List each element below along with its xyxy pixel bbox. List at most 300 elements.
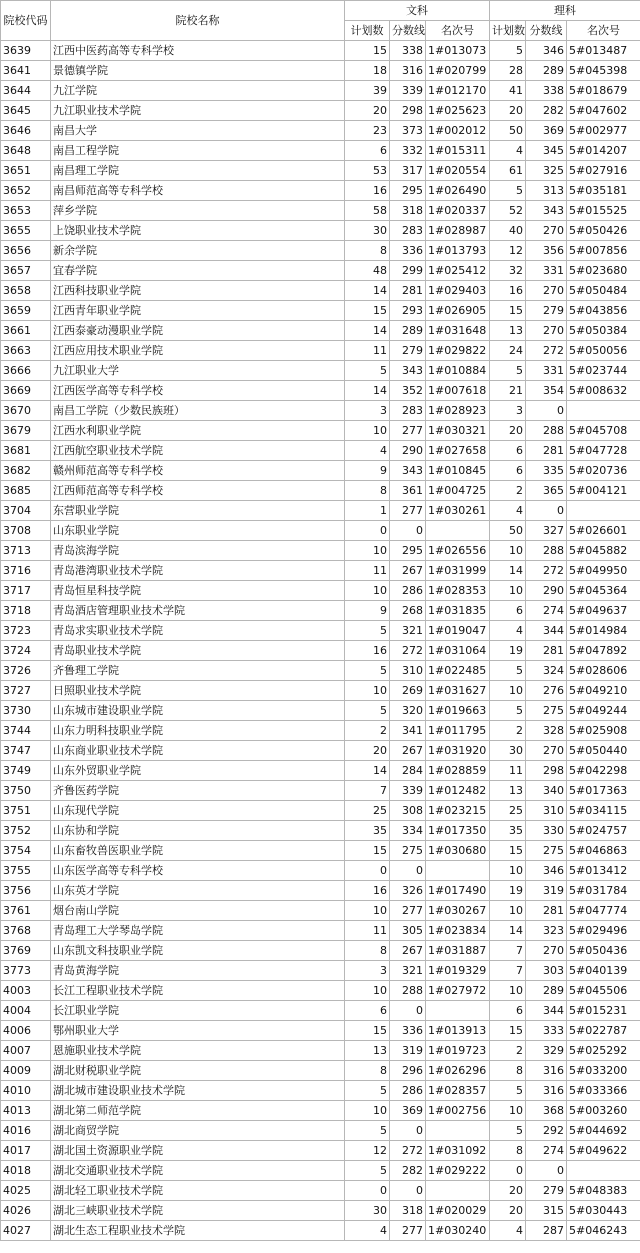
cell-like-rank: 5#013412 <box>567 861 640 881</box>
cell-wenke-rank: 1#019723 <box>426 1041 490 1061</box>
col-header-wenke-score: 分数线 <box>390 21 426 41</box>
cell-name: 青岛酒店管理职业技术学院 <box>51 601 345 621</box>
cell-wenke-rank: 1#010845 <box>426 461 490 481</box>
table-row <box>1 341 640 361</box>
cell-like-rank: 5#043856 <box>567 301 640 321</box>
cell-code: 3716 <box>1 561 51 581</box>
cell-code: 3655 <box>1 221 51 241</box>
cell-code: 3773 <box>1 961 51 981</box>
cell-wenke-plan: 0 <box>345 1181 390 1201</box>
cell-like-rank: 5#024757 <box>567 821 640 841</box>
cell-like-rank: 5#031784 <box>567 881 640 901</box>
table-row <box>1 101 640 121</box>
cell-wenke-rank: 1#030261 <box>426 501 490 521</box>
cell-wenke-score: 272 <box>390 1141 426 1161</box>
cell-code: 3730 <box>1 701 51 721</box>
cell-wenke-plan: 20 <box>345 101 390 121</box>
cell-like-plan: 4 <box>490 141 526 161</box>
cell-wenke-rank: 1#026296 <box>426 1061 490 1081</box>
cell-name: 宜春学院 <box>51 261 345 281</box>
cell-wenke-rank: 1#004725 <box>426 481 490 501</box>
cell-wenke-rank: 1#028923 <box>426 401 490 421</box>
table-row <box>1 801 640 821</box>
table-row <box>1 901 640 921</box>
cell-like-score: 356 <box>526 241 567 261</box>
cell-name: 青岛理工大学琴岛学院 <box>51 921 345 941</box>
cell-like-plan: 5 <box>490 181 526 201</box>
header-row-1 <box>1 1 640 21</box>
cell-name: 山东力明科技职业学院 <box>51 721 345 741</box>
table-row <box>1 861 640 881</box>
cell-code: 4010 <box>1 1081 51 1101</box>
cell-wenke-plan: 15 <box>345 1021 390 1041</box>
cell-code: 3644 <box>1 81 51 101</box>
cell-like-score: 298 <box>526 761 567 781</box>
cell-like-plan: 35 <box>490 821 526 841</box>
cell-wenke-rank: 1#026556 <box>426 541 490 561</box>
cell-wenke-score: 338 <box>390 41 426 61</box>
cell-like-score: 282 <box>526 101 567 121</box>
cell-like-plan: 30 <box>490 741 526 761</box>
cell-like-plan: 20 <box>490 421 526 441</box>
cell-wenke-score: 373 <box>390 121 426 141</box>
cell-like-rank: 5#029496 <box>567 921 640 941</box>
cell-wenke-rank: 1#028859 <box>426 761 490 781</box>
cell-wenke-score: 295 <box>390 541 426 561</box>
cell-code: 3744 <box>1 721 51 741</box>
cell-wenke-plan: 5 <box>345 1081 390 1101</box>
cell-name: 九江职业大学 <box>51 361 345 381</box>
cell-like-score: 340 <box>526 781 567 801</box>
cell-like-rank: 5#028606 <box>567 661 640 681</box>
cell-like-score: 329 <box>526 1041 567 1061</box>
cell-name: 南昌工学院（少数民族班） <box>51 401 345 421</box>
table-row <box>1 1141 640 1161</box>
cell-wenke-plan: 16 <box>345 181 390 201</box>
cell-like-rank: 5#022787 <box>567 1021 640 1041</box>
cell-like-plan: 6 <box>490 461 526 481</box>
cell-like-score: 290 <box>526 581 567 601</box>
cell-name: 湖北商贸学院 <box>51 1121 345 1141</box>
cell-name: 新余学院 <box>51 241 345 261</box>
cell-wenke-plan: 18 <box>345 61 390 81</box>
cell-like-plan: 4 <box>490 1221 526 1241</box>
table-row <box>1 81 640 101</box>
cell-name: 长江职业学院 <box>51 1001 345 1021</box>
cell-like-plan: 2 <box>490 1041 526 1061</box>
table-row <box>1 741 640 761</box>
cell-like-score: 281 <box>526 901 567 921</box>
cell-wenke-rank: 1#031648 <box>426 321 490 341</box>
cell-wenke-score: 339 <box>390 781 426 801</box>
cell-wenke-plan: 5 <box>345 661 390 681</box>
cell-wenke-rank: 1#013793 <box>426 241 490 261</box>
cell-wenke-score: 339 <box>390 81 426 101</box>
cell-like-score: 274 <box>526 1141 567 1161</box>
cell-wenke-rank: 1#023215 <box>426 801 490 821</box>
cell-like-rank: 5#047728 <box>567 441 640 461</box>
cell-like-score: 0 <box>526 401 567 421</box>
cell-like-plan: 61 <box>490 161 526 181</box>
cell-like-score: 316 <box>526 1081 567 1101</box>
cell-wenke-plan: 6 <box>345 1001 390 1021</box>
cell-wenke-plan: 1 <box>345 501 390 521</box>
cell-like-rank: 5#046243 <box>567 1221 640 1241</box>
cell-code: 3768 <box>1 921 51 941</box>
cell-wenke-plan: 14 <box>345 321 390 341</box>
cell-code: 3704 <box>1 501 51 521</box>
cell-like-rank: 5#045882 <box>567 541 640 561</box>
cell-code: 3685 <box>1 481 51 501</box>
cell-name: 鄂州职业大学 <box>51 1021 345 1041</box>
cell-like-plan: 6 <box>490 1001 526 1021</box>
cell-like-rank: 5#003260 <box>567 1101 640 1121</box>
cell-name: 齐鲁医药学院 <box>51 781 345 801</box>
cell-wenke-score: 0 <box>390 521 426 541</box>
cell-wenke-score: 308 <box>390 801 426 821</box>
cell-wenke-score: 0 <box>390 1181 426 1201</box>
cell-like-score: 275 <box>526 701 567 721</box>
cell-wenke-rank <box>426 521 490 541</box>
cell-name: 景德镇学院 <box>51 61 345 81</box>
table-row <box>1 161 640 181</box>
cell-code: 4007 <box>1 1041 51 1061</box>
cell-wenke-rank: 1#029403 <box>426 281 490 301</box>
cell-code: 3682 <box>1 461 51 481</box>
cell-code: 3750 <box>1 781 51 801</box>
cell-like-plan: 10 <box>490 581 526 601</box>
cell-like-score: 328 <box>526 721 567 741</box>
table-row <box>1 1081 640 1101</box>
cell-like-score: 316 <box>526 1061 567 1081</box>
cell-wenke-rank: 1#020554 <box>426 161 490 181</box>
cell-code: 3659 <box>1 301 51 321</box>
cell-wenke-rank: 1#011795 <box>426 721 490 741</box>
cell-like-rank: 5#050426 <box>567 221 640 241</box>
cell-wenke-score: 277 <box>390 1221 426 1241</box>
cell-code: 3756 <box>1 881 51 901</box>
cell-like-plan: 50 <box>490 521 526 541</box>
cell-like-plan: 14 <box>490 561 526 581</box>
cell-like-plan: 41 <box>490 81 526 101</box>
cell-code: 3749 <box>1 761 51 781</box>
cell-like-plan: 4 <box>490 621 526 641</box>
table-row <box>1 1001 640 1021</box>
cell-wenke-score: 326 <box>390 881 426 901</box>
cell-name: 江西泰豪动漫职业学院 <box>51 321 345 341</box>
col-header-like-rank: 名次号 <box>567 21 640 41</box>
cell-wenke-rank: 1#022485 <box>426 661 490 681</box>
cell-like-rank: 5#007856 <box>567 241 640 261</box>
cell-like-score: 338 <box>526 81 567 101</box>
cell-name: 齐鲁理工学院 <box>51 661 345 681</box>
cell-name: 山东职业学院 <box>51 521 345 541</box>
cell-like-score: 270 <box>526 281 567 301</box>
cell-wenke-score: 269 <box>390 681 426 701</box>
cell-name: 南昌理工学院 <box>51 161 345 181</box>
cell-wenke-rank: 1#020029 <box>426 1201 490 1221</box>
cell-like-rank: 5#033200 <box>567 1061 640 1081</box>
cell-code: 3708 <box>1 521 51 541</box>
cell-wenke-rank: 1#027658 <box>426 441 490 461</box>
cell-wenke-score: 268 <box>390 601 426 621</box>
cell-name: 湖北生态工程职业技术学院 <box>51 1221 345 1241</box>
cell-wenke-score: 281 <box>390 281 426 301</box>
cell-like-score: 369 <box>526 121 567 141</box>
cell-like-rank: 5#050436 <box>567 941 640 961</box>
cell-like-score: 270 <box>526 741 567 761</box>
cell-like-rank: 5#045708 <box>567 421 640 441</box>
cell-wenke-plan: 5 <box>345 1161 390 1181</box>
cell-like-score: 343 <box>526 201 567 221</box>
cell-like-plan: 13 <box>490 321 526 341</box>
cell-wenke-rank: 1#020799 <box>426 61 490 81</box>
cell-name: 山东协和学院 <box>51 821 345 841</box>
cell-wenke-plan: 5 <box>345 361 390 381</box>
cell-wenke-rank: 1#012170 <box>426 81 490 101</box>
cell-like-plan: 5 <box>490 41 526 61</box>
cell-wenke-rank: 1#002012 <box>426 121 490 141</box>
table-row <box>1 941 640 961</box>
cell-wenke-plan: 15 <box>345 301 390 321</box>
cell-like-plan: 16 <box>490 281 526 301</box>
cell-code: 3652 <box>1 181 51 201</box>
cell-wenke-plan: 53 <box>345 161 390 181</box>
cell-like-score: 325 <box>526 161 567 181</box>
cell-wenke-rank: 1#031920 <box>426 741 490 761</box>
cell-code: 3751 <box>1 801 51 821</box>
cell-like-plan: 32 <box>490 261 526 281</box>
cell-wenke-plan: 10 <box>345 681 390 701</box>
cell-wenke-score: 267 <box>390 941 426 961</box>
cell-name: 青岛恒星科技学院 <box>51 581 345 601</box>
cell-wenke-score: 318 <box>390 1201 426 1221</box>
cell-wenke-rank: 1#017350 <box>426 821 490 841</box>
cell-wenke-score: 336 <box>390 241 426 261</box>
cell-wenke-rank: 1#029822 <box>426 341 490 361</box>
cell-wenke-plan: 15 <box>345 41 390 61</box>
cell-like-rank: 5#042298 <box>567 761 640 781</box>
cell-wenke-score: 277 <box>390 501 426 521</box>
cell-wenke-plan: 14 <box>345 381 390 401</box>
cell-name: 湖北第二师范学院 <box>51 1101 345 1121</box>
cell-code: 4018 <box>1 1161 51 1181</box>
cell-name: 湖北三峡职业技术学院 <box>51 1201 345 1221</box>
group-header-wenke: 文科 <box>345 1 490 21</box>
cell-wenke-rank: 1#030321 <box>426 421 490 441</box>
table-row <box>1 561 640 581</box>
cell-wenke-score: 0 <box>390 1001 426 1021</box>
cell-name: 山东现代学院 <box>51 801 345 821</box>
cell-like-score: 289 <box>526 981 567 1001</box>
cell-like-score: 288 <box>526 541 567 561</box>
cell-name: 江西航空职业技术学院 <box>51 441 345 461</box>
cell-code: 3747 <box>1 741 51 761</box>
cell-code: 4016 <box>1 1121 51 1141</box>
cell-wenke-rank: 1#002756 <box>426 1101 490 1121</box>
cell-wenke-rank: 1#025412 <box>426 261 490 281</box>
cell-wenke-score: 369 <box>390 1101 426 1121</box>
cell-wenke-rank: 1#023834 <box>426 921 490 941</box>
cell-wenke-score: 321 <box>390 961 426 981</box>
cell-name: 江西医学高等专科学校 <box>51 381 345 401</box>
cell-wenke-score: 343 <box>390 361 426 381</box>
cell-wenke-score: 321 <box>390 621 426 641</box>
cell-wenke-plan: 6 <box>345 141 390 161</box>
cell-like-plan: 2 <box>490 721 526 741</box>
table-row <box>1 241 640 261</box>
cell-like-score: 281 <box>526 641 567 661</box>
cell-code: 3663 <box>1 341 51 361</box>
cell-like-rank: 5#013487 <box>567 41 640 61</box>
table-row <box>1 721 640 741</box>
cell-wenke-score: 267 <box>390 741 426 761</box>
cell-like-plan: 10 <box>490 981 526 1001</box>
cell-like-score: 270 <box>526 941 567 961</box>
cell-like-score: 324 <box>526 661 567 681</box>
cell-wenke-plan: 5 <box>345 1121 390 1141</box>
cell-code: 3717 <box>1 581 51 601</box>
cell-like-rank: 5#049622 <box>567 1141 640 1161</box>
cell-like-score: 279 <box>526 301 567 321</box>
table-row <box>1 1121 640 1141</box>
cell-wenke-score: 279 <box>390 341 426 361</box>
cell-like-score: 272 <box>526 561 567 581</box>
cell-wenke-plan: 8 <box>345 1061 390 1081</box>
cell-wenke-rank: 1#031835 <box>426 601 490 621</box>
cell-like-plan: 6 <box>490 441 526 461</box>
cell-wenke-rank: 1#027972 <box>426 981 490 1001</box>
cell-wenke-rank <box>426 861 490 881</box>
cell-wenke-score: 267 <box>390 561 426 581</box>
cell-name: 山东商业职业技术学院 <box>51 741 345 761</box>
cell-code: 4006 <box>1 1021 51 1041</box>
table-row <box>1 41 640 61</box>
table-row <box>1 381 640 401</box>
cell-like-plan: 10 <box>490 861 526 881</box>
cell-wenke-rank: 1#030240 <box>426 1221 490 1241</box>
cell-name: 江西师范高等专科学校 <box>51 481 345 501</box>
cell-wenke-plan: 10 <box>345 421 390 441</box>
table-row <box>1 841 640 861</box>
cell-like-plan: 19 <box>490 641 526 661</box>
table-row <box>1 981 640 1001</box>
cell-wenke-rank: 1#031887 <box>426 941 490 961</box>
cell-like-score: 368 <box>526 1101 567 1121</box>
table-row <box>1 121 640 141</box>
cell-name: 南昌工程学院 <box>51 141 345 161</box>
cell-like-score: 333 <box>526 1021 567 1041</box>
cell-wenke-plan: 4 <box>345 441 390 461</box>
table-row <box>1 1061 640 1081</box>
cell-like-plan: 20 <box>490 1201 526 1221</box>
cell-wenke-rank: 1#012482 <box>426 781 490 801</box>
cell-wenke-rank: 1#019663 <box>426 701 490 721</box>
cell-wenke-score: 0 <box>390 1121 426 1141</box>
cell-like-score: 330 <box>526 821 567 841</box>
cell-name: 长江工程职业技术学院 <box>51 981 345 1001</box>
table-row <box>1 441 640 461</box>
cell-wenke-rank: 1#020337 <box>426 201 490 221</box>
cell-like-score: 365 <box>526 481 567 501</box>
cell-code: 3681 <box>1 441 51 461</box>
cell-like-score: 270 <box>526 221 567 241</box>
table-row <box>1 701 640 721</box>
cell-like-plan: 11 <box>490 761 526 781</box>
cell-name: 萍乡学院 <box>51 201 345 221</box>
cell-like-plan: 25 <box>490 801 526 821</box>
cell-name: 山东英才学院 <box>51 881 345 901</box>
cell-like-rank: 5#047892 <box>567 641 640 661</box>
cell-name: 湖北国土资源职业学院 <box>51 1141 345 1161</box>
cell-like-rank: 5#033366 <box>567 1081 640 1101</box>
cell-wenke-score: 319 <box>390 1041 426 1061</box>
cell-wenke-score: 0 <box>390 861 426 881</box>
cell-wenke-rank: 1#031092 <box>426 1141 490 1161</box>
cell-code: 3646 <box>1 121 51 141</box>
cell-like-rank <box>567 1161 640 1181</box>
table-row <box>1 141 640 161</box>
cell-wenke-rank: 1#028987 <box>426 221 490 241</box>
table-row <box>1 1161 640 1181</box>
cell-wenke-rank: 1#029222 <box>426 1161 490 1181</box>
cell-like-rank: 5#049210 <box>567 681 640 701</box>
cell-like-rank: 5#046863 <box>567 841 640 861</box>
cell-like-rank: 5#002977 <box>567 121 640 141</box>
cell-wenke-score: 341 <box>390 721 426 741</box>
cell-like-plan: 15 <box>490 301 526 321</box>
cell-wenke-score: 295 <box>390 181 426 201</box>
cell-name: 九江职业技术学院 <box>51 101 345 121</box>
cell-wenke-score: 316 <box>390 61 426 81</box>
cell-like-rank: 5#034115 <box>567 801 640 821</box>
table-row <box>1 521 640 541</box>
cell-name: 湖北城市建设职业技术学院 <box>51 1081 345 1101</box>
cell-like-score: 288 <box>526 421 567 441</box>
cell-wenke-score: 272 <box>390 641 426 661</box>
cell-wenke-rank: 1#015311 <box>426 141 490 161</box>
cell-like-rank: 5#047602 <box>567 101 640 121</box>
cell-wenke-plan: 8 <box>345 481 390 501</box>
cell-like-plan: 20 <box>490 1181 526 1201</box>
table-row <box>1 481 640 501</box>
cell-code: 3648 <box>1 141 51 161</box>
table-row <box>1 1021 640 1041</box>
table-row <box>1 201 640 221</box>
table-row <box>1 501 640 521</box>
cell-name: 山东医学高等专科学校 <box>51 861 345 881</box>
cell-like-score: 313 <box>526 181 567 201</box>
cell-wenke-plan: 2 <box>345 721 390 741</box>
cell-name: 九江学院 <box>51 81 345 101</box>
table-row <box>1 301 640 321</box>
table-row <box>1 821 640 841</box>
cell-wenke-rank: 1#026490 <box>426 181 490 201</box>
cell-wenke-plan: 7 <box>345 781 390 801</box>
cell-like-score: 272 <box>526 341 567 361</box>
cell-wenke-score: 336 <box>390 1021 426 1041</box>
cell-like-score: 0 <box>526 1161 567 1181</box>
table-row <box>1 1181 640 1201</box>
cell-like-plan: 14 <box>490 921 526 941</box>
cell-wenke-plan: 11 <box>345 921 390 941</box>
table-row <box>1 661 640 681</box>
table-row <box>1 221 640 241</box>
cell-like-rank: 5#035181 <box>567 181 640 201</box>
col-header-name: 院校名称 <box>51 1 345 41</box>
cell-like-plan: 5 <box>490 701 526 721</box>
cell-code: 3726 <box>1 661 51 681</box>
